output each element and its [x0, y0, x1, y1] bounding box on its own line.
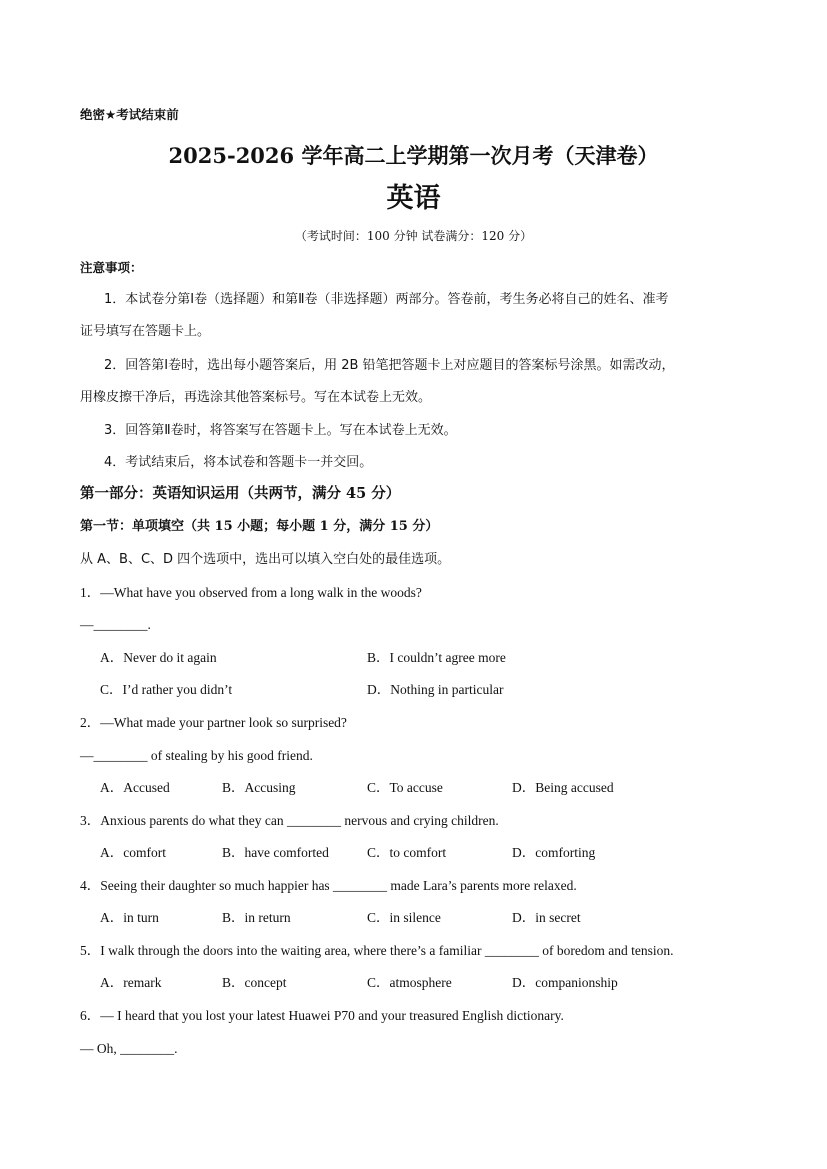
notice-item: 4．考试结束后，将本试卷和答题卡一并交回。: [104, 455, 373, 470]
notice-item: 2．回答第Ⅰ卷时，选出每小题答案后，用 2B 铅笔把答题卡上对应题目的答案标号涂黑。如需改动，: [104, 358, 675, 373]
notice-heading: 注意事项：: [80, 260, 143, 275]
option: D．comforting: [512, 845, 596, 860]
part-heading: 第一部分：英语知识运用（共两节，满分 45 分）: [80, 485, 401, 502]
option: B．have comforted: [222, 845, 329, 860]
notice-item: 1．本试卷分第Ⅰ卷（选择题）和第Ⅱ卷（非选择题）两部分。答卷前，考生务必将自己的姓名、准考: [104, 292, 669, 307]
option: B．concept: [222, 975, 287, 990]
option: A．in turn: [100, 910, 159, 925]
option: D．Being accused: [512, 780, 614, 795]
option: A．Accused: [100, 780, 170, 795]
option: D．Nothing in particular: [367, 682, 504, 697]
question-2: 2．—What made your partner look so surprised?: [80, 715, 347, 730]
subject-title: 英语: [386, 183, 441, 214]
option: A．remark: [100, 975, 162, 990]
option: C．to comfort: [367, 845, 447, 860]
option: B．Accusing: [222, 780, 296, 795]
notice-item: 用橡皮擦干净后，再选涂其他答案标号。写在本试卷上无效。: [80, 390, 432, 405]
exam-title: 2025-2026 学年高二上学期第一次月考（天津卷）: [168, 143, 659, 168]
option: A．Never do it again: [100, 650, 217, 665]
question-2-answer-line: —________ of stealing by his good friend.: [80, 748, 313, 763]
option: C．atmosphere: [367, 975, 452, 990]
option: B．I couldn’t agree more: [367, 650, 506, 665]
question-3: 3．Anxious parents do what they can ________ nervous and crying children.: [80, 813, 499, 828]
question-4: 4．Seeing their daughter so much happier has ________ made Lara’s parents more relaxed.: [80, 878, 577, 893]
notice-item: 3．回答第Ⅱ卷时，将答案写在答题卡上。写在本试卷上无效。: [104, 423, 457, 438]
option: C．in silence: [367, 910, 441, 925]
option: B．in return: [222, 910, 291, 925]
option: D．companionship: [512, 975, 618, 990]
option: C．I’d rather you didn’t: [100, 682, 233, 697]
question-1-answer-line: —________.: [80, 617, 151, 632]
secret-label: 绝密★考试结束前: [80, 107, 179, 122]
section-heading: 第一节：单项填空（共 15 小题；每小题 1 分，满分 15 分）: [80, 519, 439, 534]
option: A．comfort: [100, 845, 166, 860]
exam-info: （考试时间：100 分钟 试卷满分：120 分）: [294, 229, 533, 243]
notice-item: 证号填写在答题卡上。: [80, 324, 211, 339]
question-1: 1．—What have you observed from a long walk in the woods?: [80, 585, 422, 600]
question-6: 6．— I heard that you lost your latest Huawei P70 and your treasured English dictionary.: [80, 1008, 564, 1023]
question-5: 5．I walk through the doors into the waiting area, where there’s a familiar ________ of boredom and tension.: [80, 943, 674, 958]
question-6-answer-line: — Oh, ________.: [80, 1041, 178, 1056]
option: D．in secret: [512, 910, 581, 925]
option: C．To accuse: [367, 780, 443, 795]
instruction: 从 A、B、C、D 四个选项中，选出可以填入空白处的最佳选项。: [80, 552, 451, 567]
